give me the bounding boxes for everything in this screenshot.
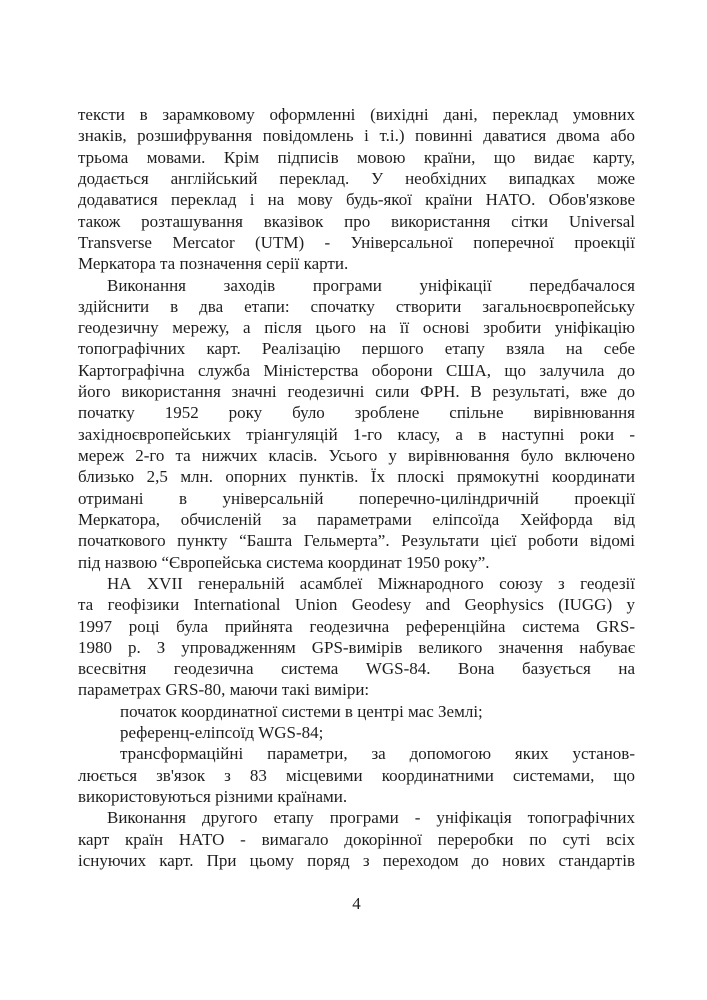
text-line: також розташування вказівок про використання сітки Universal xyxy=(78,211,635,231)
text-line: трьома мовами. Крім підписів мовою країни, що видає карту, xyxy=(78,147,635,167)
text-line: Меркатора, обчисленій за параметрами еліпсоїда Хейфорда від xyxy=(78,509,635,529)
text-line: Transverse Mercator (UTM) - Універсальної поперечної проекції xyxy=(78,232,635,252)
text-line: референц-еліпсоїд WGS-84; xyxy=(120,723,324,743)
text-line: здійснити в два етапи: спочатку створити загальноєвропейську xyxy=(78,296,635,316)
text-line: додається англійський переклад. У необхідних випадках може xyxy=(78,168,635,188)
text-line: західноєвропейських тріангуляцій 1-го класу, а в наступні роки - xyxy=(78,424,635,444)
text-line: під назвою “Європейська система координат 1950 року”. xyxy=(78,552,490,572)
list-item xyxy=(78,701,635,722)
text-line: карт країн НАТО - вимагало докорінної переробки по суті всіх xyxy=(78,829,635,849)
text-block xyxy=(78,104,635,871)
text-line: існуючих карт. При цьому поряд з переходом до нових стандартів xyxy=(78,850,635,870)
paragraph xyxy=(78,807,635,871)
paragraph xyxy=(78,275,635,573)
list-item xyxy=(78,743,635,807)
text-line: використовуються різними країнами. xyxy=(78,787,348,806)
text-line: Виконання другого етапу програми - уніфікація топографічних xyxy=(107,808,635,828)
paragraph xyxy=(78,573,635,701)
text-line: отримані в універсальній поперечно-циліндричній проекції xyxy=(78,488,635,508)
text-line: початкового пункту “Башта Гельмерта”. Результати цієї роботи відомі xyxy=(78,531,635,551)
text-line: знаків, розшифрування повідомлень і т.і.) повинні даватися двома або xyxy=(78,126,635,146)
text-line: топографічних карт. Реалізацію першого етапу взяла на себе xyxy=(78,339,635,359)
text-line: трансформаційні параметри, за допомогою яких установ- xyxy=(120,744,635,764)
paragraph xyxy=(78,104,635,275)
text-line: геодезичну мережу, а після цього на її основі зробити уніфікацію xyxy=(78,318,635,338)
text-line: додаватися переклад і на мову будь-якої країни НАТО. Обов'язкове xyxy=(78,190,635,210)
page-number: 4 xyxy=(352,894,361,913)
text-line: 1997 році була прийнята геодезична референційна система GRS- xyxy=(78,616,635,636)
text-line: всесвітня геодезична система WGS-84. Вона базується на xyxy=(78,659,635,679)
text-line: 1980 р. З упровадженням GPS-вимірів великого значення набуває xyxy=(78,637,635,657)
text-line: мереж 2-го та нижчих класів. Усього у вирівнювання було включено xyxy=(78,446,635,465)
text-line: Меркатора та позначення серії карти. xyxy=(78,254,349,274)
text-line: та геофізики International Union Geodesy and Geophysics (IUGG) у xyxy=(78,595,635,615)
text-line: параметрах GRS-80, маючи такі виміри: xyxy=(78,680,370,700)
text-line: його використання значні геодезичні сили ФРН. В результаті, вже до xyxy=(78,382,635,402)
text-line: Виконання заходів програми уніфікації передбачалося xyxy=(107,275,635,295)
text-line: тексти в зарамковому оформленні (вихідні дані, переклад умовних xyxy=(78,105,635,124)
text-line: початок координатної системи в центрі мас Землі; xyxy=(120,701,483,721)
text-line: початку 1952 року було зроблене спільне вирівнювання xyxy=(78,403,635,423)
text-line: НА XVII генеральній асамблеї Міжнародного союзу з геодезії xyxy=(107,573,635,593)
text-line: люється зв'язок з 83 місцевими координатними системами, що xyxy=(78,765,635,785)
text-line: близько 2,5 млн. опорних пунктів. Їх плоскі прямокутні координати xyxy=(78,467,635,487)
text-line: Картографічна служба Міністерства оборони США, що залучила до xyxy=(78,360,635,380)
list-item xyxy=(78,722,635,743)
